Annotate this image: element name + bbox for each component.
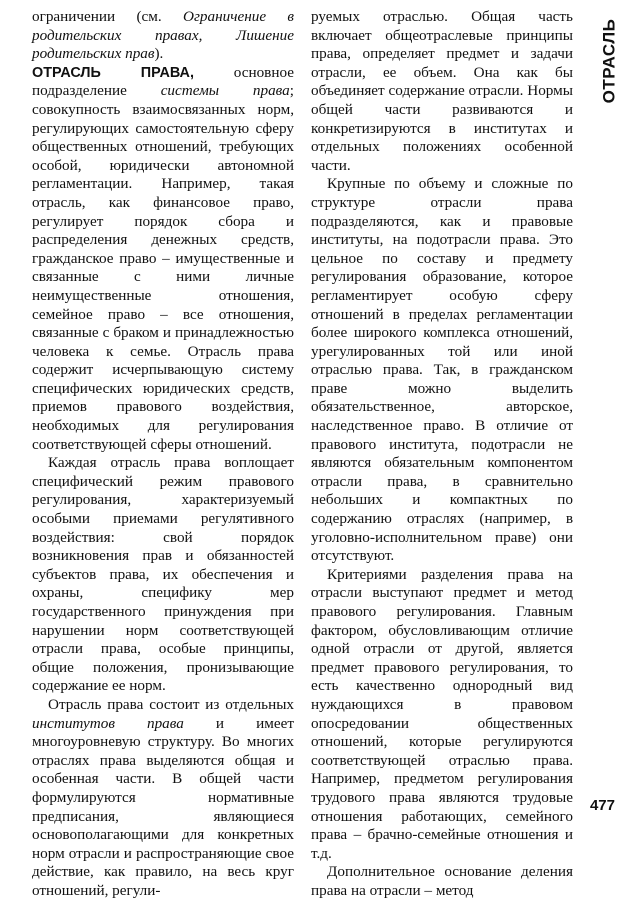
right-paragraph-0: руемых отраслью. Общая часть включает общеотраслевые принципы права, определяет предмет и задачи отрасли, ее объем. Она как бы объединяет содержание отрасли. Нормы общей части развиваются и конкретизируются в институтах и отдельных положениях особенной части.: [311, 8, 573, 174]
running-head: [597, 16, 621, 106]
left-paragraph-2: Каждая отрасль права воплощает специфический режим правового регулирования, характеризуемый особыми приемами регулятивного воздействия: свой порядок возникновения прав и обязанностей субъектов права, их обеспечения и охраны, специфику мер государственного принуждения при нарушении норм соответствующей отрасли права, особые принципы, общие положения, пронизывающие содержание ее норм.: [32, 454, 294, 695]
text-run: Отрасль права состоит из отдельных: [48, 695, 294, 713]
text-run: ограничении (см.: [32, 8, 184, 25]
left-paragraph-3: [32, 696, 294, 901]
text-run: основное подразделение: [32, 63, 294, 100]
left-column: [32, 8, 294, 901]
right-column: [311, 8, 573, 901]
entry-paragraph: [32, 64, 294, 454]
page-number: 477: [589, 797, 615, 814]
right-paragraph-2: Критериями разделения права на отрасли выступают предмет и метод правового регулирования. Главным фактором, обусловливающим отличие одной отрасли от другой, является предмет правового регулирования, то есть качественно однородный вид нуждающихся в правовом опосредовании общественных отношений, которые регулируются соответствующей отраслью права. Например, предметом регулирования трудового права являются трудовые отношения работающих, семейного права – брачно-семейные отношения и т.д.: [311, 565, 573, 862]
text-run: ; совокупность взаимосвязанных норм, регулирующих самостоятельную сферу общественных отношений, требующих особой, юридически автономной регламентации. Например, такая отрасль, как финансовое право, регулирует порядок сбора и распределения денежных средств, гражданское право – имущественные и связанные с ними личные неимущественные отношения, семейное право – все отношения, связанные с браком и принадлежностью человека к семье. Отрасль права содержит исчерпывающую систему специфических юридических средств, приемов правового воздействия, необходимых для регулирования соответствующей сферы отношений.: [32, 82, 294, 453]
left-paragraph-0: [32, 8, 294, 64]
right-paragraph-3: Дополнительное основание деления права на отрасли – метод: [311, 863, 573, 899]
cross-reference: институтов права: [32, 714, 184, 732]
text-run: ).: [154, 45, 164, 63]
right-paragraph-1: Крупные по объему и сложные по структуре отрасли права подразделяются, как и правовые институты, на подотрасли права. Это цельное по составу и предмету регулирования образование, которое регламентирует особую сферу отношений в пределах регламентации более широкого комплекса отношений, урегулированных той или иной отраслью права. Так, в гражданском праве можно выделить обязательственное, авторское, наследственное право. В отличие от правового института, подотрасли не являются обязательным компонентом отрасли права, в сравнительно небольших и компактных по содержанию отраслях (например, в уголовно-исполнительном праве) они отсутствуют.: [311, 175, 573, 565]
cross-reference: Ограничение в родительских правах, Лишение родительских прав: [32, 8, 294, 63]
cross-reference: системы права: [160, 82, 290, 100]
text-run: и имеет многоуровневую структуру. Во многих отраслях права выделяются общая и особенная части. В общей части формулируются нормативные предписания, являющиеся основополагающими для конкретных норм отрасли и распространяющие свое действие, как правило, на весь круг отношений, регули-: [32, 714, 294, 899]
running-head-text: ОТРАСЛЬ: [599, 18, 618, 104]
entry-headword: ОТРАСЛЬ ПРАВА,: [32, 64, 194, 81]
